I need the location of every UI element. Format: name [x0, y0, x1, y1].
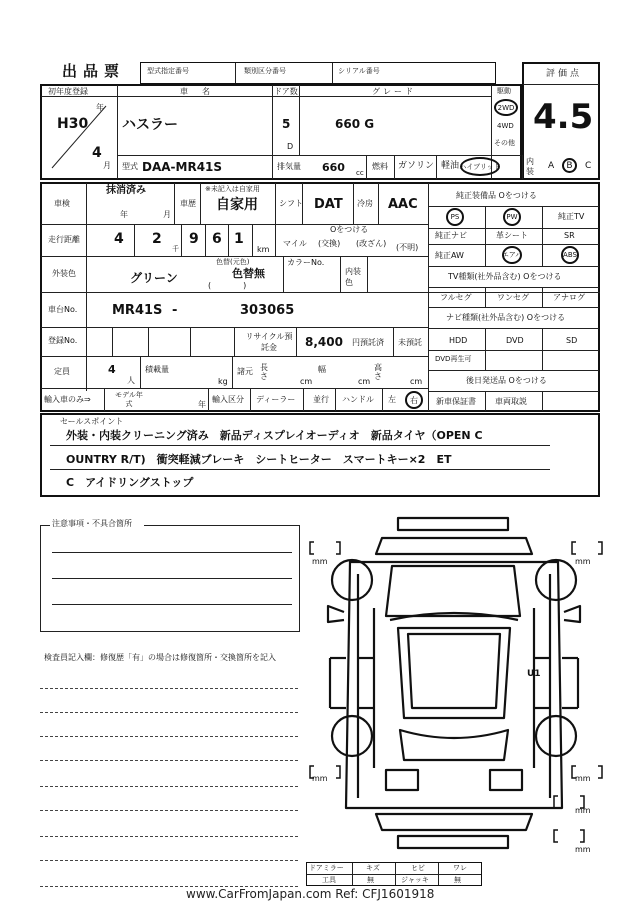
- parallel-option: 並行: [313, 395, 329, 404]
- equip-aw: 純正AW: [435, 251, 464, 260]
- model-year-label: モデル年式: [115, 391, 143, 408]
- legend-jack: ジャッキ: [401, 876, 429, 884]
- legend-h-mirror: ドアミラー: [309, 864, 344, 872]
- mm-front-left: mm: [312, 557, 328, 566]
- tv-oneseg: ワンセグ: [497, 293, 529, 302]
- repaint-label: 色替(元色): [216, 258, 250, 266]
- equipment-title: 純正装備品 Oをつける: [456, 191, 537, 200]
- legend-tools-value: 無: [367, 876, 374, 884]
- legend-jack-value: 無: [454, 876, 461, 884]
- month-mark: 月: [103, 161, 111, 170]
- legend-h-break: ワレ: [453, 864, 467, 872]
- tv-analog: アナログ: [553, 293, 585, 302]
- history-value: 自家用: [216, 197, 258, 213]
- ac-label: 冷房: [357, 199, 373, 208]
- mileage-digit-2: 2: [152, 231, 162, 247]
- watermark-text: www.CarFromJapan.com Ref: CFJ1601918: [186, 887, 435, 901]
- legend-tools: 工具: [322, 876, 336, 884]
- height-cm: cm: [410, 377, 423, 386]
- interior-c: C: [585, 161, 592, 171]
- equip-tv: 純正TV: [558, 212, 585, 221]
- load-label: 積載量: [145, 365, 169, 374]
- import-label: 輸入車のみ⇒: [44, 395, 91, 404]
- reg-no-label: 登録No.: [48, 336, 78, 345]
- mile-label: マイル: [283, 239, 307, 248]
- mileage-digit-3: 9: [189, 231, 199, 247]
- first-reg-year: H30: [57, 116, 89, 132]
- equip-leather: 革シート: [496, 231, 528, 240]
- serial-label: シリアル番号: [338, 67, 380, 75]
- mm-rear-left: mm: [312, 774, 328, 783]
- mm-extra-2: mm: [575, 845, 591, 854]
- kg-unit: kg: [218, 377, 228, 386]
- form-title: 出品票: [62, 62, 126, 80]
- first-reg-label: 初年度登録: [48, 87, 88, 96]
- year-mark: 年: [96, 103, 104, 112]
- first-reg-month: 4: [92, 145, 102, 161]
- width-cm: cm: [358, 377, 371, 386]
- class-label: 類別区分番号: [244, 67, 286, 75]
- cc-unit: cc: [356, 169, 364, 177]
- equip-ps-circled: PS: [446, 208, 464, 226]
- navi-title: ナビ種類(社外品含む) Oをつける: [446, 313, 566, 322]
- damage-mark-u1: U1: [527, 669, 541, 679]
- capacity-label: 定員: [54, 367, 70, 376]
- sales-points-label: セールスポイント: [60, 417, 124, 426]
- sales-line-2: OUNTRY R/T) 衝突軽減ブレーキ シートヒーター スマートキー×2 ET: [66, 453, 452, 466]
- model-value: DAA-MR41S: [142, 160, 223, 174]
- equip-abs-circled: ABS: [561, 246, 579, 264]
- height-label: 高さ: [374, 363, 382, 381]
- import-type-label: 輸入区分: [212, 395, 244, 404]
- score-label: 評価点: [546, 69, 583, 79]
- doors-sub: D: [287, 142, 294, 151]
- grade-label: グレード: [372, 87, 416, 96]
- repaint-original-paren: ( ): [208, 281, 247, 290]
- navi-sd: SD: [566, 336, 578, 345]
- repaint-value: 色替無: [232, 267, 265, 280]
- fuel-hybrid-circled: ハイブリッド: [460, 157, 500, 176]
- displacement-value: 660: [322, 161, 345, 174]
- interior-grade-label: 内装: [526, 157, 534, 176]
- equip-navi: 純正ナビ: [435, 231, 467, 240]
- drive-4wd: 4WD: [497, 122, 514, 130]
- recycle-label: リサイクル預託金: [245, 332, 293, 352]
- dealer-option: ディーラー: [256, 395, 296, 404]
- modified-label: (改ざん): [356, 239, 387, 248]
- equip-pw-circled: PW: [503, 208, 521, 226]
- unknown-label: (不明): [396, 243, 419, 252]
- legend-h-scratch: キズ: [366, 864, 380, 872]
- mileage-digit-4: 6: [212, 231, 222, 247]
- caution-label: 注意事項・不具合箇所: [52, 519, 132, 528]
- inspector-label: 検査員記入欄：修復歴「有」の場合は修復箇所・交換箇所を記入: [44, 653, 276, 662]
- sales-line-1: 外装・内装クリーニング済み 新品ディスプレイオーディオ 新品タイヤ（OPEN C: [66, 429, 483, 442]
- color-no-label: カラーNo.: [287, 258, 325, 267]
- chassis-prefix: MR41S: [112, 303, 163, 318]
- chassis-number: 303065: [240, 303, 295, 318]
- length-label: 長さ: [260, 363, 268, 381]
- thousand-unit: 千: [172, 245, 179, 253]
- fuel-diesel: 軽油: [441, 161, 460, 171]
- dvd-play-label: DVD再生可: [435, 355, 472, 363]
- mileage-digit-1: 4: [114, 231, 124, 247]
- fuel-gas: ガソリン: [398, 161, 435, 171]
- doors-label: ドア数: [274, 87, 298, 96]
- capacity-value: 4: [108, 363, 116, 376]
- color-label: 外装色: [52, 269, 76, 278]
- interior-color-label: 内装色: [345, 267, 361, 287]
- car-name-label: 車 名: [180, 87, 213, 96]
- drive-other: その他: [494, 139, 515, 147]
- grade-value: 660 G: [335, 117, 375, 131]
- type-cert-label: 型式指定番号: [147, 67, 189, 75]
- inspect-label: 車検: [54, 199, 70, 208]
- recycle-not: 未預託: [398, 338, 422, 347]
- later-title: 後日発送品 Oをつける: [466, 376, 547, 385]
- color-value: グリーン: [130, 271, 178, 285]
- width-label: 幅: [318, 365, 326, 374]
- shift-value: DAT: [314, 197, 343, 212]
- circle-note: Oをつける: [330, 225, 369, 234]
- model-label: 型式: [122, 162, 138, 171]
- ac-value: AAC: [388, 197, 418, 212]
- handle-label: ハンドル: [342, 395, 374, 404]
- inspect-month-mark: 月: [163, 210, 171, 219]
- km-unit: km: [257, 245, 270, 254]
- history-label: 車歴: [180, 199, 196, 208]
- interior-b-circled: B: [562, 158, 577, 173]
- chassis-label: 車台No.: [48, 305, 78, 314]
- mileage-digit-5: 1: [234, 231, 244, 247]
- displacement-label: 排気量: [277, 162, 301, 171]
- handle-left: 左: [388, 395, 396, 404]
- sales-line-3: C アイドリングストップ: [66, 476, 194, 489]
- tv-fullseg: フルセグ: [440, 293, 472, 302]
- recycle-value: 8,400: [305, 335, 343, 349]
- history-note: ※未記入は自家用: [205, 185, 260, 193]
- shift-label: シフト: [279, 199, 303, 208]
- capacity-unit: 人: [127, 376, 135, 385]
- car-damage-diagram: [300, 508, 610, 858]
- car-name: ハスラー: [122, 117, 178, 133]
- mm-front-right: mm: [575, 557, 591, 566]
- later-warranty: 新車保証書: [436, 397, 476, 406]
- dims-label: 諸元: [237, 367, 253, 376]
- equip-airbag-circled: エアバ: [502, 246, 522, 264]
- navi-dvd: DVD: [506, 336, 524, 345]
- mm-extra-1: mm: [575, 806, 591, 815]
- drive-2wd-circled: 2WD: [494, 99, 518, 116]
- handle-right-circled: 右: [405, 391, 423, 409]
- score-value: 4.5: [533, 97, 594, 137]
- mileage-label: 走行距離: [48, 235, 80, 244]
- doors-value: 5: [282, 117, 291, 131]
- inspect-year-mark: 年: [120, 210, 128, 219]
- inspect-value: 抹消済み: [106, 185, 146, 196]
- chassis-dash: -: [172, 303, 178, 318]
- fuel-label: 燃料: [372, 162, 388, 171]
- drive-label: 駆動: [497, 87, 511, 95]
- interior-a: A: [548, 161, 555, 171]
- mm-rear-right: mm: [575, 774, 591, 783]
- length-cm: cm: [300, 377, 313, 386]
- navi-hdd: HDD: [449, 336, 468, 345]
- header-id-box: [140, 62, 496, 84]
- exchange-label: (交換): [318, 239, 341, 248]
- recycle-done: 円預託済: [352, 338, 384, 347]
- tv-title: TV種類(社外品含む) Oをつける: [448, 272, 562, 281]
- legend-h-crack: ヒビ: [411, 864, 425, 872]
- model-year-mark: 年: [198, 400, 206, 409]
- later-manual: 車両取説: [495, 397, 527, 406]
- equip-sr: SR: [564, 231, 575, 240]
